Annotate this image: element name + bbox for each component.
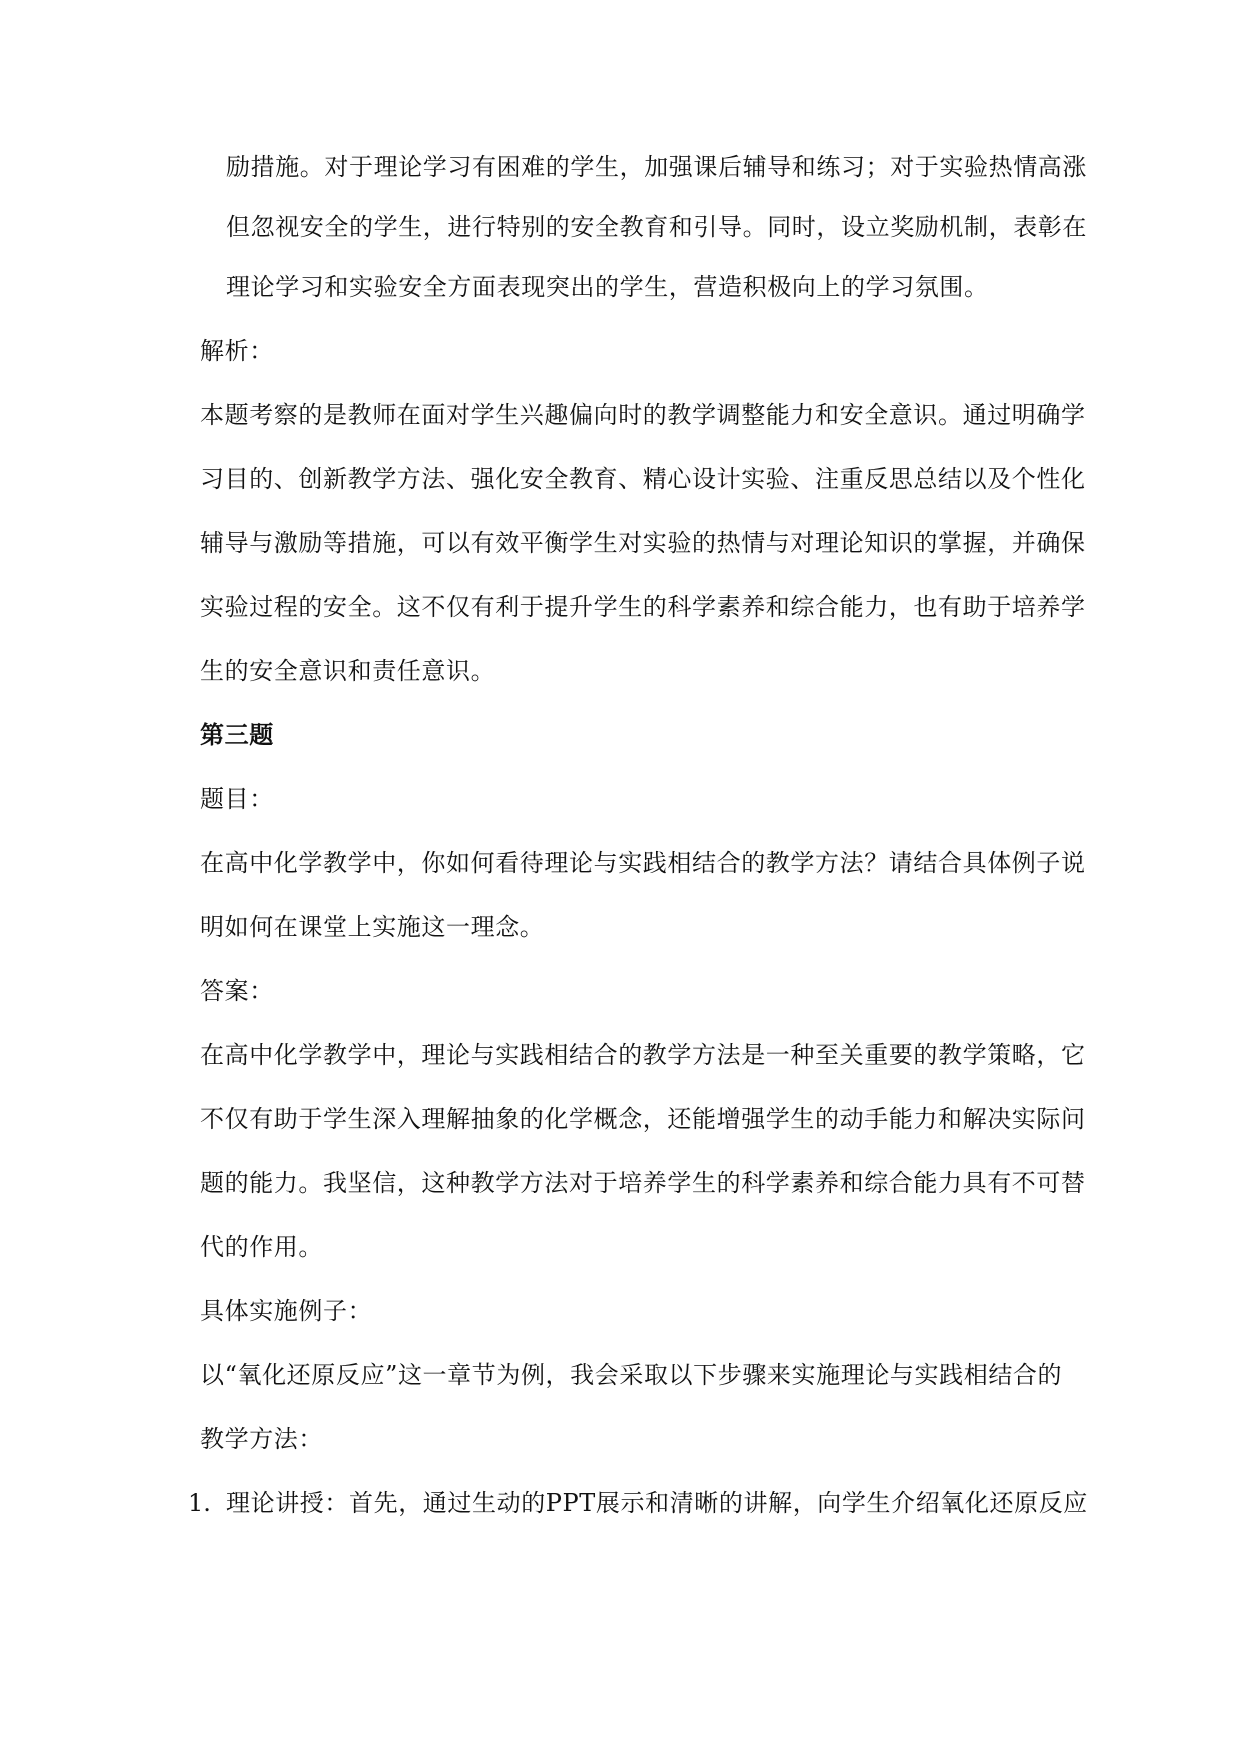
answer-line-3: 题的能力。我坚信，这种教学方法对于培养学生的科学素养和综合能力具有不可替: [200, 1169, 1086, 1197]
answer-continued-line-1: 励措施。对于理论学习有困难的学生，加强课后辅导和练习；对于实验热情高涨: [226, 153, 1087, 181]
analysis-label: 解析：: [200, 337, 274, 365]
question-heading: 第三题: [200, 720, 274, 749]
answer-label: 答案：: [200, 977, 274, 1005]
answer-line-2: 不仅有助于学生深入理解抽象的化学概念，还能增强学生的动手能力和解决实际问: [200, 1105, 1086, 1133]
analysis-line-2: 习目的、创新教学方法、强化安全教育、精心设计实验、注重反思总结以及个性化: [200, 465, 1086, 493]
analysis-line-5: 生的安全意识和责任意识。: [200, 657, 496, 685]
example-label: 具体实施例子：: [200, 1297, 373, 1325]
answer-line-4: 代的作用。: [200, 1233, 323, 1261]
step-text: 理论讲授：首先，通过生动的PPT展示和清晰的讲解，向学生介绍氧化还原反应: [226, 1489, 1088, 1517]
answer-continued-line-3: 理论学习和实验安全方面表现突出的学生，营造积极向上的学习氛围。: [226, 273, 989, 301]
example-line-1: 以“氧化还原反应”这一章节为例，我会采取以下步骤来实施理论与实践相结合的: [200, 1361, 1063, 1389]
analysis-line-1: 本题考察的是教师在面对学生兴趣偏向时的教学调整能力和安全意识。通过明确学: [200, 401, 1086, 429]
topic-line-2: 明如何在课堂上实施这一理念。: [200, 913, 545, 941]
analysis-line-3: 辅导与激励等措施，可以有效平衡学生对实验的热情与对理论知识的掌握，并确保: [200, 529, 1086, 557]
answer-continued-line-2: 但忽视安全的学生，进行特别的安全教育和引导。同时，设立奖励机制，表彰在: [226, 213, 1087, 241]
topic-label: 题目：: [200, 785, 274, 813]
step-number: 1.: [188, 1489, 211, 1517]
topic-line-1: 在高中化学教学中，你如何看待理论与实践相结合的教学方法？请结合具体例子说: [200, 849, 1086, 877]
answer-line-1: 在高中化学教学中，理论与实践相结合的教学方法是一种至关重要的教学策略，它: [200, 1041, 1086, 1069]
example-line-2: 教学方法：: [200, 1425, 323, 1453]
analysis-line-4: 实验过程的安全。这不仅有利于提升学生的科学素养和综合能力，也有助于培养学: [200, 593, 1086, 621]
